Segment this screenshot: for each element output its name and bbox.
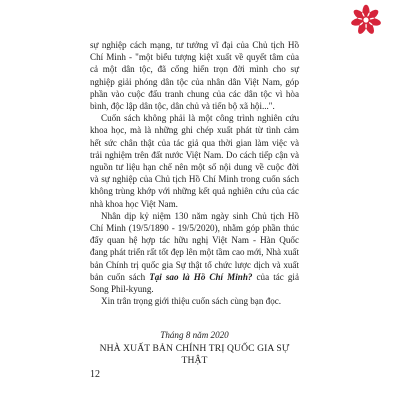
lotus-flower-icon: [350, 4, 382, 36]
publisher-signature: NHÀ XUẤT BẢN CHÍNH TRỊ QUỐC GIA SỰ THẬT: [99, 343, 290, 366]
body-text: [90, 39, 299, 307]
paragraph-closing: [90, 295, 299, 307]
book-title: Tại sao là Hồ Chí Minh?: [149, 271, 253, 282]
paragraph-text: Xin trân trọng giới thiệu cuốn sách cùng bạn đọc.: [101, 296, 282, 307]
paragraph-continuation: [90, 39, 299, 112]
paragraph-anniversary: [90, 210, 299, 295]
paragraph-text: sự nghiệp cách mạng, tư tưởng vĩ đại của Chủ tịch Hồ Chí Minh - "một biểu tượng kiệt xuất về quyết tâm của cả một dân tộc, đã cống hiến trọn đời mình cho sự nghiệp giải phóng dân tộc của nhân dân Việt Nam, góp phần vào cuộc đấu tranh chung của các dân tộc vì hòa bình, độc lập dân tộc, dân chủ và tiến bộ xã hội...".: [90, 40, 299, 112]
paragraph-text: Cuốn sách không phải là một công trình nghiên cứu khoa học, mà là những ghi chép xuất phát từ tình cảm hết sức chân thật của tác giả qua thời gian làm việc và trải nghiệm trên đất nước Việt Nam. Do cách tiếp cận và nguồn tư liệu hạn chế nên một số nội dung về cuộc đời và sự nghiệp của Chủ tịch Hồ Chí Minh trong cuốn sách không trùng khớp với những kết quả nghiên cứu của các nhà khoa học Việt Nam.: [90, 113, 299, 209]
page-number: 12: [90, 369, 100, 380]
date-line: Tháng 8 năm 2020: [160, 330, 229, 340]
paragraph-text: của tác giả Song Phil-kyung.: [90, 271, 299, 295]
paragraph-text: Nhân dịp kỷ niệm 130 năm ngày sinh Chủ tịch Hồ Chí Minh (19/5/1890 - 19/5/2020), nhằm góp phần thúc đẩy quan hệ hợp tác hữu nghị Việt Nam - Hàn Quốc đang phát triển rất tốt đẹp lên một tầm cao mới, Nhà xuất bản Chính trị quốc gia Sự thật tổ chức lược dịch và xuất bản cuốn sách: [90, 210, 299, 282]
paragraph-about-book: [90, 112, 299, 210]
